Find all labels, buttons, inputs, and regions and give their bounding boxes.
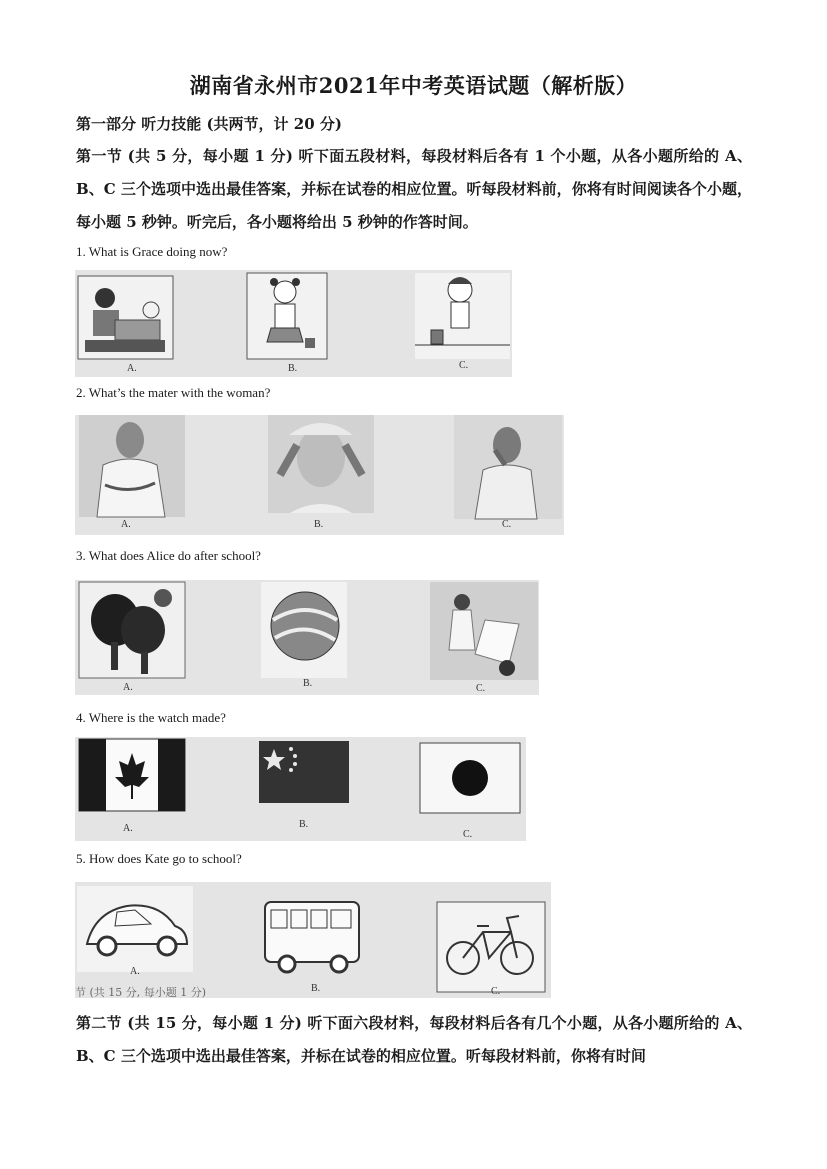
option-a-label: A. — [127, 363, 137, 374]
option-a-stomachache-image — [79, 415, 185, 517]
option-b-girl-standing-image — [247, 273, 327, 359]
scan-fragment-text: 节 (共 15 分, 每小题 1 分) — [75, 986, 207, 998]
option-b-label-4: B. — [299, 819, 309, 830]
option-c-label: C. — [459, 360, 469, 371]
option-b-china-flag-image — [259, 741, 349, 803]
option-c-bicycle-image — [437, 902, 545, 992]
option-b-volleyball-image — [261, 582, 347, 678]
option-b-label-2: B. — [314, 519, 324, 530]
section1-intro: 第一节 (共 5 分，每小题 1 分) 听下面五段材料，每段材料后各有 1 个小题，从各小题所给的 A、B、C 三个选项中选出最佳答案，并标在试卷的相应位置。听每段材料前，你将有时间阅读各个小题，每小题 5 秒钟。听完后，各小题将给出 5 秒钟的作答时间。 — [76, 147, 752, 231]
option-a-girl-at-desk-image — [78, 276, 173, 359]
question-5-image-options — [75, 882, 551, 998]
question-3: 3. What does Alice do after school? — [76, 548, 261, 563]
option-c-girl-with-cup-image — [415, 273, 510, 359]
option-c-badminton-image — [430, 582, 538, 680]
option-c-label-4: C. — [463, 829, 473, 840]
option-b-label: B. — [288, 363, 298, 374]
question-3-image-options — [75, 580, 539, 695]
question-1: 1. What is Grace doing now? — [76, 244, 228, 259]
option-a-label-5: A. — [130, 966, 140, 977]
question-2-image-options — [75, 415, 564, 535]
option-b-bus-image — [265, 902, 359, 972]
option-a-label-4: A. — [123, 823, 133, 834]
option-a-label-2: A. — [121, 519, 131, 530]
question-2: 2. What’s the mater with the woman? — [76, 385, 271, 400]
page-title: 湖南省永州市2021年中考英语试题（解析版） — [189, 73, 638, 98]
option-a-ping-pong-image — [79, 582, 185, 678]
question-1-image-options — [75, 270, 512, 377]
option-c-toothache-image — [454, 415, 562, 519]
section2-intro: 第二节 (共 15 分，每小题 1 分) 听下面六段材料，每段材料后各有几个小题，从各小题所给的 A、B、C 三个选项中选出最佳答案，并标在试卷的相应位置。听每段材料前，你将有时间 — [76, 1014, 752, 1065]
part1-heading: 第一部分 听力技能 (共两节，计 20 分) — [76, 115, 342, 133]
option-a-label-3: A. — [123, 682, 133, 693]
option-c-label-5: C. — [491, 986, 501, 997]
option-a-car-image — [77, 886, 193, 972]
question-4: 4. Where is the watch made? — [76, 710, 226, 725]
option-b-label-5: B. — [311, 983, 321, 994]
question-5: 5. How does Kate go to school? — [76, 851, 242, 866]
option-c-label-3: C. — [476, 683, 486, 694]
option-b-label-3: B. — [303, 678, 313, 689]
question-4-image-options — [75, 737, 526, 841]
option-b-headache-image — [268, 415, 374, 513]
option-a-canada-flag-image — [79, 739, 185, 811]
option-c-japan-flag-image — [420, 743, 520, 813]
option-c-label-2: C. — [502, 519, 512, 530]
